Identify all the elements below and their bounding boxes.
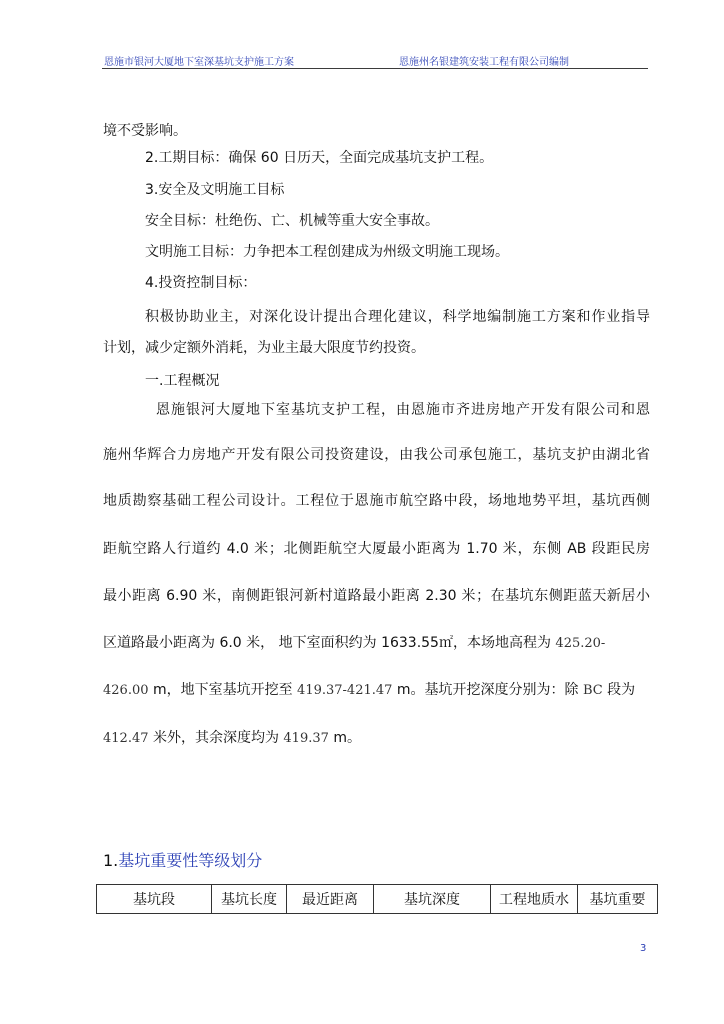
paragraph-line: 4.投资控制目标： [145, 275, 257, 291]
text-run: m。 [328, 730, 361, 746]
paragraph-line: 最小距离 6.90 米，南侧距银河新村道路最小距离 2.30 米；在基坑东侧距蓝天新居小 [103, 588, 650, 604]
paragraph-line: 积极协助业主，对深化设计提出合理化建议，科学地编制施工方案和作业指导 [145, 309, 650, 325]
paragraph-line: 施州华辉合力房地产开发有限公司投资建设，由我公司承包施工，基坑支护由湖北省 [103, 447, 650, 463]
header-company-name: 恩施州名银建筑安装工程有限公司编制 [399, 57, 569, 68]
paragraph-line [103, 680, 635, 701]
text-run: BC [582, 683, 603, 698]
paragraph-line [103, 728, 361, 749]
text-run: 412.47 [103, 731, 149, 746]
page-number: 3 [640, 943, 647, 954]
section-heading-title: 基坑重要性等级划分 [118, 851, 263, 870]
paragraph-line: 3.安全及文明施工目标 [145, 182, 285, 198]
table-header-cell: 工程地质水 [491, 885, 578, 914]
text-run: 区道路最小距离为 6.0 米， 地下室面积约为 1633.55㎡，本场地高程为 [103, 635, 556, 651]
table-header-cell: 基坑深度 [374, 885, 491, 914]
paragraph-line: 2.工期目标：确保 60 日历天，全面完成基坑支护工程。 [145, 150, 494, 166]
section-heading [103, 848, 262, 871]
table-header-cell: 基坑重要 [578, 885, 658, 914]
table-header-cell: 基坑段 [97, 885, 212, 914]
paragraph-line: 文明施工目标：力争把本工程创建成为州级文明施工现场。 [145, 244, 509, 260]
paragraph-line [103, 633, 605, 654]
paragraph-line: 距航空路人行道约 4.0 米；北侧距航空大厦最小距离为 1.70 米，东侧 AB 段距民房 [103, 541, 650, 557]
table-header-row [97, 885, 658, 914]
section-title-overview: 一.工程概况 [145, 373, 220, 389]
text-run: m，地下室基坑开挖至 [148, 682, 298, 698]
section-heading-number: 1. [103, 851, 119, 870]
text-run: 段为 [602, 682, 636, 698]
paragraph-line: 安全目标：杜绝伤、亡、机械等重大安全事故。 [145, 213, 439, 229]
page-header [102, 52, 648, 69]
text-run: 425.20- [555, 636, 606, 651]
table-header-cell: 最近距离 [287, 885, 374, 914]
pit-classification-table [96, 884, 658, 914]
paragraph-line: 计划，减少定额外消耗，为业主最大限度节约投资。 [103, 340, 425, 356]
text-run: 419.37-421.47 [297, 683, 393, 698]
text-run: 米外，其余深度均为 [148, 730, 284, 746]
text-run: 419.37 [283, 731, 329, 746]
paragraph-line: 地质勘察基础工程公司设计。工程位于恩施市航空路中段，场地地势平坦，基坑西侧 [103, 493, 650, 509]
header-document-title: 恩施市银河大厦地下室深基坑支护施工方案 [104, 57, 294, 68]
table-header-cell: 基坑长度 [212, 885, 287, 914]
text-run: m。基坑开挖深度分别为：除 [392, 682, 583, 698]
text-run: 426.00 [103, 683, 149, 698]
paragraph-line: 恩施银河大厦地下室基坑支护工程，由恩施市齐进房地产开发有限公司和恩 [156, 402, 650, 418]
paragraph-line: 境不受影响。 [103, 123, 187, 139]
